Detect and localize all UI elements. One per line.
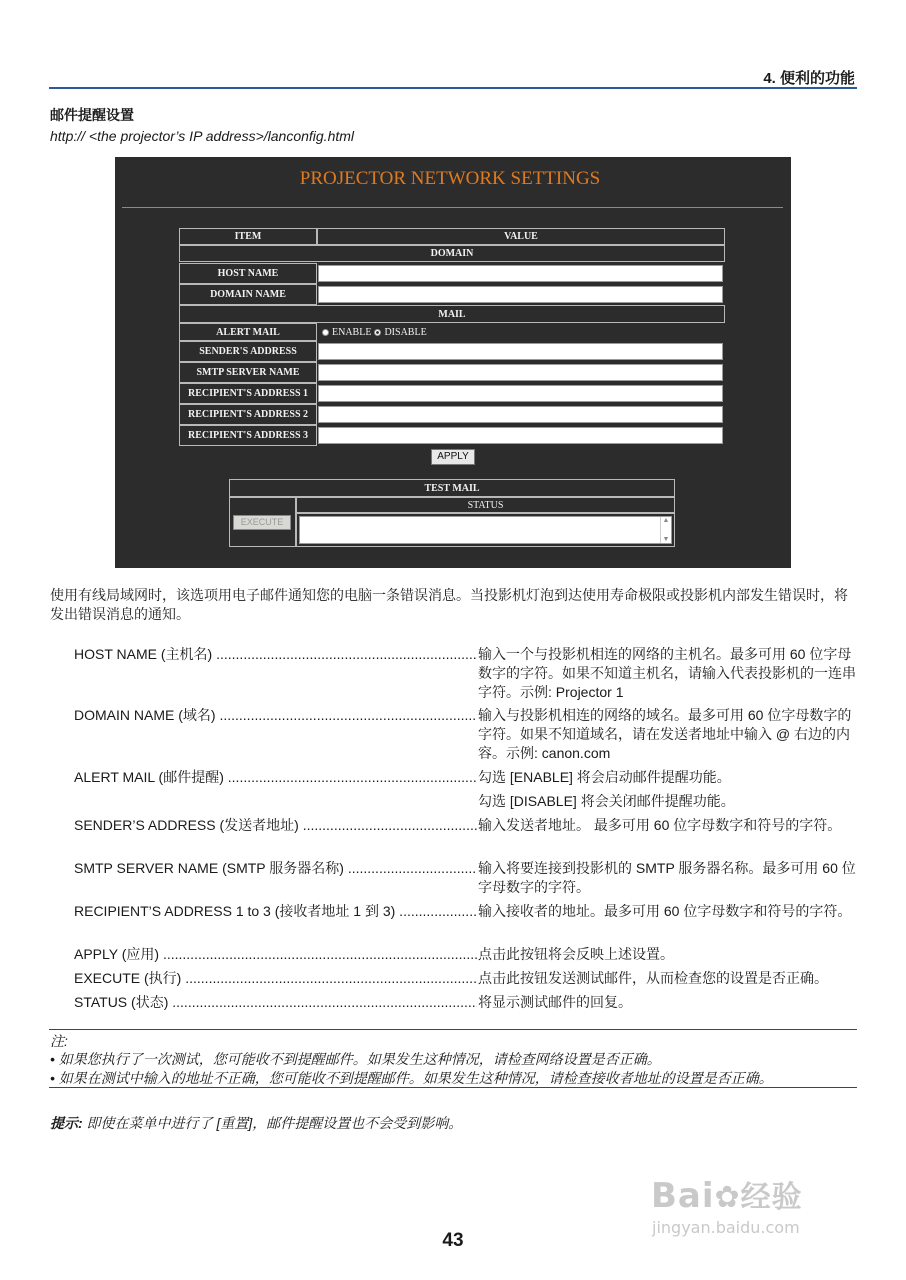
watermark-brand: Bai✿经验 <box>651 1176 803 1216</box>
recipient-1-input[interactable] <box>318 385 723 402</box>
definition-desc: 点击此按钮将会反映上述设置。 <box>478 946 674 962</box>
scroll-up-icon[interactable]: ▲ <box>662 517 670 524</box>
status-output[interactable] <box>299 516 672 544</box>
note-label: 注: <box>50 1033 68 1049</box>
mail-section-header: MAIL <box>179 305 725 323</box>
definition-desc: 输入发送者地址。 最多可用 60 位字母数字和符号的字符。 <box>478 817 842 833</box>
smtp-server-label: SMTP SERVER NAME <box>179 362 317 383</box>
definition-term: SMTP SERVER NAME (SMTP 服务器名称) ..... <box>74 859 477 878</box>
section-title: 邮件提醒设置 <box>50 107 134 123</box>
intro-paragraph: 使用有线局域网时，该选项用电子邮件通知您的电脑一条错误消息。当投影机灯泡到达使用寿命极限或投影机内部发生错误时，将发出错误消息的通知。 <box>50 587 848 622</box>
note-rule-top <box>49 1029 857 1030</box>
definition-desc: 输入与投影机相连的网络的域名。最多可用 60 位字母数字的字符。如果不知道域名，请在发送者地址中输入 @ 右边的内容。示例: canon.com <box>478 707 852 761</box>
alert-mail-options <box>322 325 427 339</box>
senders-address-label: SENDER'S ADDRESS <box>179 341 317 362</box>
apply-button[interactable]: APPLY <box>431 449 475 465</box>
page-number: 43 <box>442 1230 464 1251</box>
recipient-2-input[interactable] <box>318 406 723 423</box>
screen-divider <box>122 207 783 208</box>
execute-button[interactable]: EXECUTE <box>233 515 291 530</box>
disable-label: DISABLE <box>384 326 427 338</box>
col-item-header: ITEM <box>179 228 317 245</box>
disable-radio[interactable] <box>374 329 381 336</box>
tip <box>50 1113 462 1133</box>
tip-label: 提示: <box>50 1115 83 1131</box>
host-name-label: HOST NAME <box>179 263 317 284</box>
domain-name-label: DOMAIN NAME <box>179 284 317 305</box>
definition-term: STATUS (状态) ..... <box>74 993 477 1012</box>
domain-section-header: DOMAIN <box>179 245 725 262</box>
definition-term: EXECUTE (执行) ..... <box>74 969 477 988</box>
enable-label: ENABLE <box>332 326 372 338</box>
test-mail-header: TEST MAIL <box>229 479 675 497</box>
definition-term: APPLY (应用) ..... <box>74 945 477 964</box>
senders-address-input[interactable] <box>318 343 723 360</box>
definition-desc: 勾选 [ENABLE] 将会启动邮件提醒功能。 <box>478 769 731 785</box>
header-rule <box>49 87 857 89</box>
note-item: • 如果在测试中输入的地址不正确，您可能收不到提醒邮件。如果发生这种情况，请检查接收者地址的设置是否正确。 <box>50 1070 773 1086</box>
host-name-input[interactable] <box>318 265 723 282</box>
paw-icon: ✿ <box>714 1180 741 1215</box>
definition-term: HOST NAME (主机名) ..... <box>74 645 477 664</box>
recipient-2-label: RECIPIENT'S ADDRESS 2 <box>179 404 317 425</box>
definition-term: ALERT MAIL (邮件提醒) ..... <box>74 768 477 787</box>
chapter-title: 4. 便利的功能 <box>763 70 855 87</box>
definition-desc: 输入将要连接到投影机的 SMTP 服务器名称。最多可用 60 位字母数字的字符。 <box>478 860 856 895</box>
definition-desc: 点击此按钮发送测试邮件，从而检查您的设置是否正确。 <box>478 970 828 986</box>
projector-settings-screen <box>115 157 791 568</box>
recipient-1-label: RECIPIENT'S ADDRESS 1 <box>179 383 317 404</box>
watermark-domain: jingyan.baidu.com <box>652 1218 800 1237</box>
tip-text: 即使在菜单中进行了 [重置]，邮件提醒设置也不会受到影响。 <box>82 1115 463 1131</box>
enable-radio[interactable] <box>322 329 329 336</box>
definition-desc: 输入接收者的地址。最多可用 60 位字母数字和符号的字符。 <box>478 903 852 919</box>
scroll-down-icon[interactable]: ▼ <box>662 536 670 543</box>
recipient-3-label: RECIPIENT'S ADDRESS 3 <box>179 425 317 446</box>
note-rule-bottom <box>49 1087 857 1088</box>
recipient-3-input[interactable] <box>318 427 723 444</box>
definition-term: RECIPIENT’S ADDRESS 1 to 3 (接收者地址 1 到 3) ..... <box>74 902 477 921</box>
col-value-header: VALUE <box>317 228 725 245</box>
smtp-server-input[interactable] <box>318 364 723 381</box>
alert-mail-label: ALERT MAIL <box>179 323 317 341</box>
definition-term: DOMAIN NAME (域名) ..... <box>74 706 477 725</box>
status-scrollbar[interactable] <box>660 517 671 543</box>
definition-desc: 输入一个与投影机相连的网络的主机名。最多可用 60 位字母数字的字符。如果不知道主机名，请输入代表投影机的一连串字符。示例: Projector 1 <box>478 646 856 700</box>
status-header: STATUS <box>296 497 675 513</box>
definition-desc: 将显示测试邮件的回复。 <box>478 994 632 1010</box>
definition-desc: 勾选 [DISABLE] 将会关闭邮件提醒功能。 <box>478 793 735 809</box>
definition-term: SENDER’S ADDRESS (发送者地址) ..... <box>74 816 477 835</box>
note-item: • 如果您执行了一次测试，您可能收不到提醒邮件。如果发生这种情况，请检查网络设置是否正确。 <box>50 1051 661 1067</box>
screen-title: PROJECTOR NETWORK SETTINGS <box>299 168 601 189</box>
config-url: http:// <the projector’s IP address>/lanconfig.html <box>50 128 355 144</box>
domain-name-input[interactable] <box>318 286 723 303</box>
